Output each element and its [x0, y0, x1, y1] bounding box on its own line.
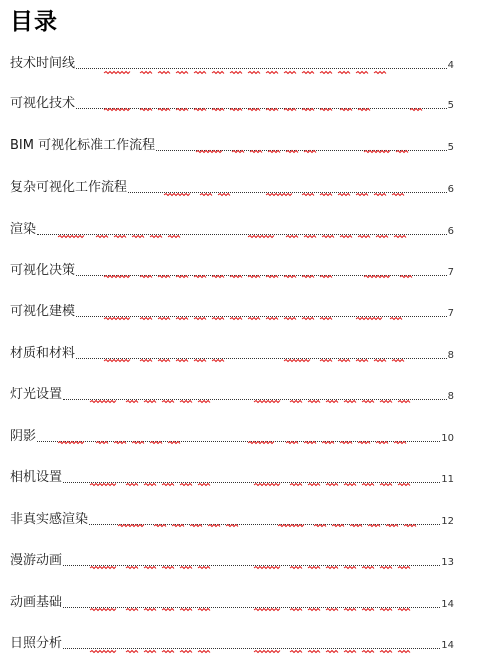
- toc-entry[interactable]: [10, 508, 454, 528]
- toc-entry-label: 渲染: [10, 222, 37, 237]
- dot-leader: [37, 441, 440, 442]
- toc-entry-label: 漫游动画: [10, 553, 63, 568]
- toc-entry[interactable]: [10, 52, 454, 72]
- toc-entry[interactable]: [10, 383, 454, 403]
- dot-leader: [128, 192, 447, 193]
- toc-page-number: 14: [441, 640, 454, 651]
- toc-entry-label: BIM 可视化标准工作流程: [10, 138, 156, 153]
- toc-entry-label: 日照分析: [10, 636, 63, 651]
- toc-entry-label: 可视化决策: [10, 263, 76, 278]
- toc-entry[interactable]: [10, 425, 454, 445]
- dot-leader: [156, 150, 447, 151]
- toc-page-number: 8: [447, 391, 454, 402]
- toc-page-number: 6: [447, 226, 454, 237]
- toc-page-number: 6: [447, 184, 454, 195]
- toc-entry[interactable]: [10, 134, 454, 154]
- toc-entry-label: 材质和材料: [10, 346, 76, 361]
- toc-entry[interactable]: [10, 92, 454, 112]
- toc-entry[interactable]: [10, 549, 454, 569]
- dot-leader: [63, 648, 440, 649]
- toc-page-number: 5: [447, 142, 454, 153]
- toc-entry-label: 可视化建模: [10, 304, 76, 319]
- dot-leader: [63, 482, 440, 483]
- dot-leader: [37, 234, 447, 235]
- toc-entry[interactable]: [10, 591, 454, 611]
- toc-entry-label: 阴影: [10, 429, 37, 444]
- toc-entry-label: 动画基础: [10, 595, 63, 610]
- toc-entry[interactable]: [10, 176, 454, 196]
- toc-entry-label: 可视化技术: [10, 96, 76, 111]
- toc-page-number: 14: [441, 599, 454, 610]
- toc-page-number: 13: [441, 557, 454, 568]
- toc-entry[interactable]: [10, 218, 454, 238]
- toc-page-number: 7: [447, 267, 454, 278]
- toc-page-number: 10: [441, 433, 454, 444]
- dot-leader: [76, 316, 447, 317]
- dot-leader: [76, 108, 447, 109]
- toc-entry[interactable]: [10, 300, 454, 320]
- toc-entry-label: 相机设置: [10, 470, 63, 485]
- toc-entry-label: 技术时间线: [10, 56, 76, 71]
- toc-page-number: 11: [441, 474, 454, 485]
- dot-leader: [76, 275, 447, 276]
- toc-entry[interactable]: [10, 466, 454, 486]
- toc-entry[interactable]: [10, 259, 454, 279]
- dot-leader: [63, 399, 447, 400]
- toc-entry-label: 灯光设置: [10, 387, 63, 402]
- dot-leader: [63, 607, 440, 608]
- toc-page-number: 7: [447, 308, 454, 319]
- dot-leader: [89, 524, 440, 525]
- toc-entry[interactable]: [10, 632, 454, 652]
- toc-page-number: 4: [447, 60, 454, 71]
- toc-page-number: 8: [447, 350, 454, 361]
- toc-entry[interactable]: [10, 342, 454, 362]
- toc-entry-label: 复杂可视化工作流程: [10, 180, 128, 195]
- toc-page-number: 5: [447, 100, 454, 111]
- toc-title: 目录: [10, 9, 58, 35]
- dot-leader: [63, 565, 440, 566]
- dot-leader: [76, 358, 447, 359]
- toc-entry-label: 非真实感渲染: [10, 512, 89, 527]
- dot-leader: [76, 68, 447, 69]
- toc-page-number: 12: [441, 516, 454, 527]
